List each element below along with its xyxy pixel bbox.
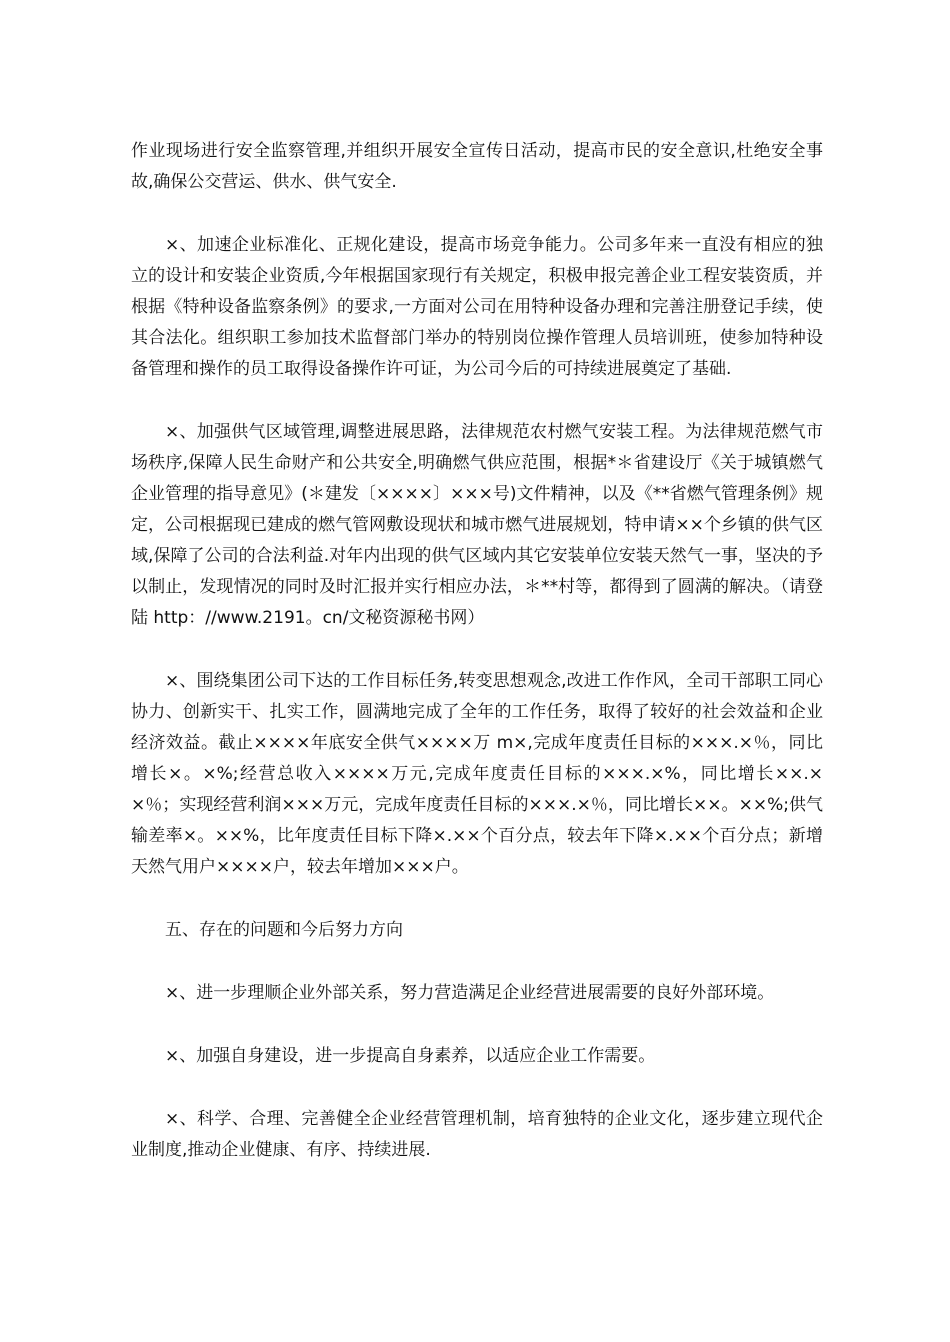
paragraph-continuation: 作业现场进行安全监察管理,并组织开展安全宣传日活动，提高市民的安全意识,杜绝安全事故,确保公交营运、供水、供气安全. [131, 141, 823, 192]
document-body [131, 136, 823, 1198]
section-heading: 五、存在的问题和今后努力方向 [165, 920, 403, 940]
paragraph-self-building: ×、加强自身建设，进一步提高自身素养，以适应企业工作需要。 [165, 1046, 656, 1066]
paragraph-standardization: ×、加速企业标准化、正规化建设，提高市场竞争能力。公司多年来一直没有相应的独立的设计和安装企业资质,今年根据国家现行有关规定，积极申报完善企业工程安装资质，并根据《特种设备监察条例》的要求,一方面对公司在用特种设备办理和完善注册登记手续，使其合法化。组织职工参加技术监督部门举办的特别岗位操作管理人员培训班，使参加特种设备管理和操作的员工取得设备操作许可证，为公司今后的可持续进展奠定了基础. [131, 235, 823, 379]
paragraph-external-relations: ×、进一步理顺企业外部关系，努力营造满足企业经营进展需要的良好外部环境。 [165, 983, 775, 1003]
paragraph-management-mechanism: ×、科学、合理、完善健全企业经营管理机制，培育独特的企业文化，逐步建立现代企业制度,推动企业健康、有序、持续进展. [131, 1109, 823, 1160]
paragraph-annual-targets: ×、围绕集团公司下达的工作目标任务,转变思想观念,改进工作作风，全司干部职工同心协力、创新实干、扎实工作，圆满地完成了全年的工作任务，取得了较好的社会效益和企业经济效益。截止××××年底安全供气××××万 m×,完成年度责任目标的×××.×％，同比增长×。×%;经营总收入××××万元,完成年度责任目标的×××.×%，同比增长××.××％；实现经营利润×××万元，完成年度责任目标的×××.×％，同比增长××。××%;供气输差率×。××%，比年度责任目标下降×.××个百分点，较去年下降×.××个百分点；新增天然气用户××××户，较去年增加×××户。 [131, 671, 823, 877]
paragraph-gas-supply-area: ×、加强供气区域管理,调整进展思路，法律规范农村燃气安装工程。为法律规范燃气市场秩序,保障人民生命财产和公共安全,明确燃气供应范围，根据*＊省建设厅《关于城镇燃气企业管理的指导意见》(＊建发〔××××〕×××号)文件精神，以及《**省燃气管理条例》规定，公司根据现已建成的燃气管网敷设现状和城市燃气进展规划，特申请××个乡镇的供气区域,保障了公司的合法利益.对年内出现的供气区域内其它安装单位安装天然气一事，坚决的予以制止，发现情况的同时及时汇报并实行相应办法，＊**村等，都得到了圆满的解决。（请登陆 http：//www.2191。cn/文秘资源秘书网） [131, 422, 823, 628]
